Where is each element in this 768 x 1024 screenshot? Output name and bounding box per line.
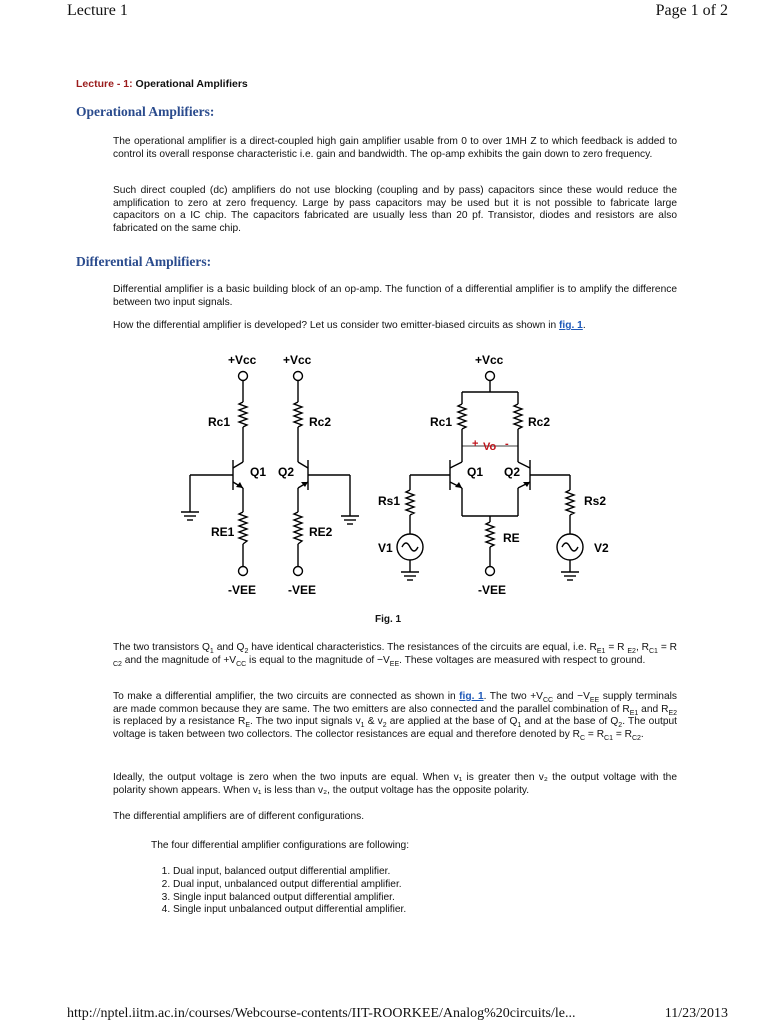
configuration-list [155, 866, 406, 917]
section-heading-opamp: Operational Amplifiers: [76, 104, 215, 119]
paragraph-opamp-intro: The operational amplifier is a direct-coupled high gain amplifier usable from 0 to over 1MH Z to which feedback is added to control its overall response characteristic i.e. gain and bandwidth. The op-amp exhibits the gain down to zero frequency. [113, 136, 677, 160]
paragraph-make-diff-amp: To make a differential amplifier, the two circuits are connected as shown in fig. 1. The two $+V_{CC}$ and $-V_{EE}$ supply terminals are made common because they are same. The two emitters are also connected and the parallel combination of $R_{E1}$ and $R_{E2}$ is replaced by a resistance $R_E$. The two input signals $v_1$ & $v_2$ are applied at the base of $Q_1$ and at the base of $Q_2$. The output voltage is taken between two collectors. The collector resistances are equal and therefore denoted by $R_C = R_{C1} = R_{C2}$. [113, 691, 678, 742]
vee-label-1: -VEE [228, 583, 257, 597]
footer-date: 11/23/2013 [664, 1006, 728, 1021]
vcc-label-2: +Vcc [283, 353, 312, 367]
re1-label: RE1 [211, 525, 235, 539]
section-heading-diff: Differential Amplifiers: [76, 254, 212, 269]
lecture-title: Operational Amplifiers [135, 78, 248, 90]
vo-minus-sign: - [505, 438, 509, 450]
figure-caption: Fig. 1 [375, 614, 402, 625]
rc2-label-left: Rc2 [309, 415, 332, 429]
lecture-prefix: Lecture - 1: [76, 78, 133, 90]
fig-1-link-2[interactable]: fig. 1 [459, 691, 484, 702]
fig-1-link[interactable]: fig. 1 [559, 320, 583, 331]
re-label: RE [503, 531, 520, 545]
paragraph-ideal-output: Ideally, the output voltage is zero when the two inputs are equal. When v₁ is greater then v₂ the output voltage with the polarity shown appears. When v₁ is less than v₂, the output voltage has the opposite polarity. [113, 772, 677, 796]
footer-url: http://nptel.iitm.ac.in/courses/Webcourse-contents/IIT-ROORKEE/Analog%20circuits/le... [67, 1006, 576, 1021]
paragraph-dc-amplifiers: Such direct coupled (dc) amplifiers do not use blocking (coupling and by pass) capacitors since these would reduce the amplification to zero at zero frequency. Large by pass capacitors may be used but it is not possible to fabricate large capacitors on a IC chip. The capacitors fabricated are usually less than 20 pf. Transistor, diodes and resistors are also fabricated on the same chip. [113, 185, 677, 234]
vo-label: Vo [483, 441, 497, 453]
q1-label-right: Q1 [467, 465, 484, 479]
rc2-label-right: Rc2 [528, 415, 551, 429]
v2-label: V2 [594, 541, 609, 555]
paragraph-identical-characteristics: The two transistors $Q_1$ and $Q_2$ have identical characteristics. The resistances of the circuits are equal, i.e. $R_{E1} = R$ $_{E2}$, $R_{C1} = R$ $_{C2}$ and the magnitude of $+V_{CC}$ is equal to the magnitude of $-V_{EE}$. These voltages are measured with respect to ground. [113, 642, 677, 668]
re2-label: RE2 [309, 525, 333, 539]
vcc-label-1: +Vcc [228, 353, 257, 367]
list-item: 4. Single input unbalanced output differential amplifier. [173, 904, 406, 917]
vee-label-3: -VEE [478, 583, 507, 597]
page-header-title: Lecture 1 [67, 2, 128, 19]
q2-label-right: Q2 [504, 465, 521, 479]
list-item: 2. Dual input, unbalanced output differential amplifier. [173, 879, 406, 892]
page-number: Page 1 of 2 [655, 2, 728, 19]
rs2-label: Rs2 [584, 494, 607, 508]
q2-label-left: Q2 [278, 465, 295, 479]
rs1-label: Rs1 [378, 494, 401, 508]
vcc-label-3: +Vcc [475, 353, 504, 367]
vee-label-2: -VEE [288, 583, 317, 597]
paragraph-diff-intro: Differential amplifier is a basic building block of an op-amp. The function of a differential amplifier is to amplify the difference between two input signals. [113, 284, 677, 308]
v1-label: V1 [378, 541, 393, 555]
paragraph-configurations: The differential amplifiers are of different configurations. [113, 811, 365, 822]
rc1-label-right: Rc1 [430, 415, 453, 429]
vo-plus-sign: + [472, 438, 479, 450]
paragraph-four-configurations: The four differential amplifier configurations are following: [151, 840, 410, 851]
paragraph-how-text: How the differential amplifier is developed? Let us consider two emitter-biased circuits as shown in [113, 320, 560, 331]
list-item: 3. Single input balanced output differential amplifier. [173, 892, 406, 905]
paragraph-how-developed: How the differential amplifier is developed? Let us consider two emitter-biased circuits as shown in fig. 1. [113, 320, 586, 331]
q1-label-left: Q1 [250, 465, 267, 479]
rc1-label-left: Rc1 [208, 415, 231, 429]
list-item: 1. Dual input, balanced output differential amplifier. [173, 866, 406, 879]
